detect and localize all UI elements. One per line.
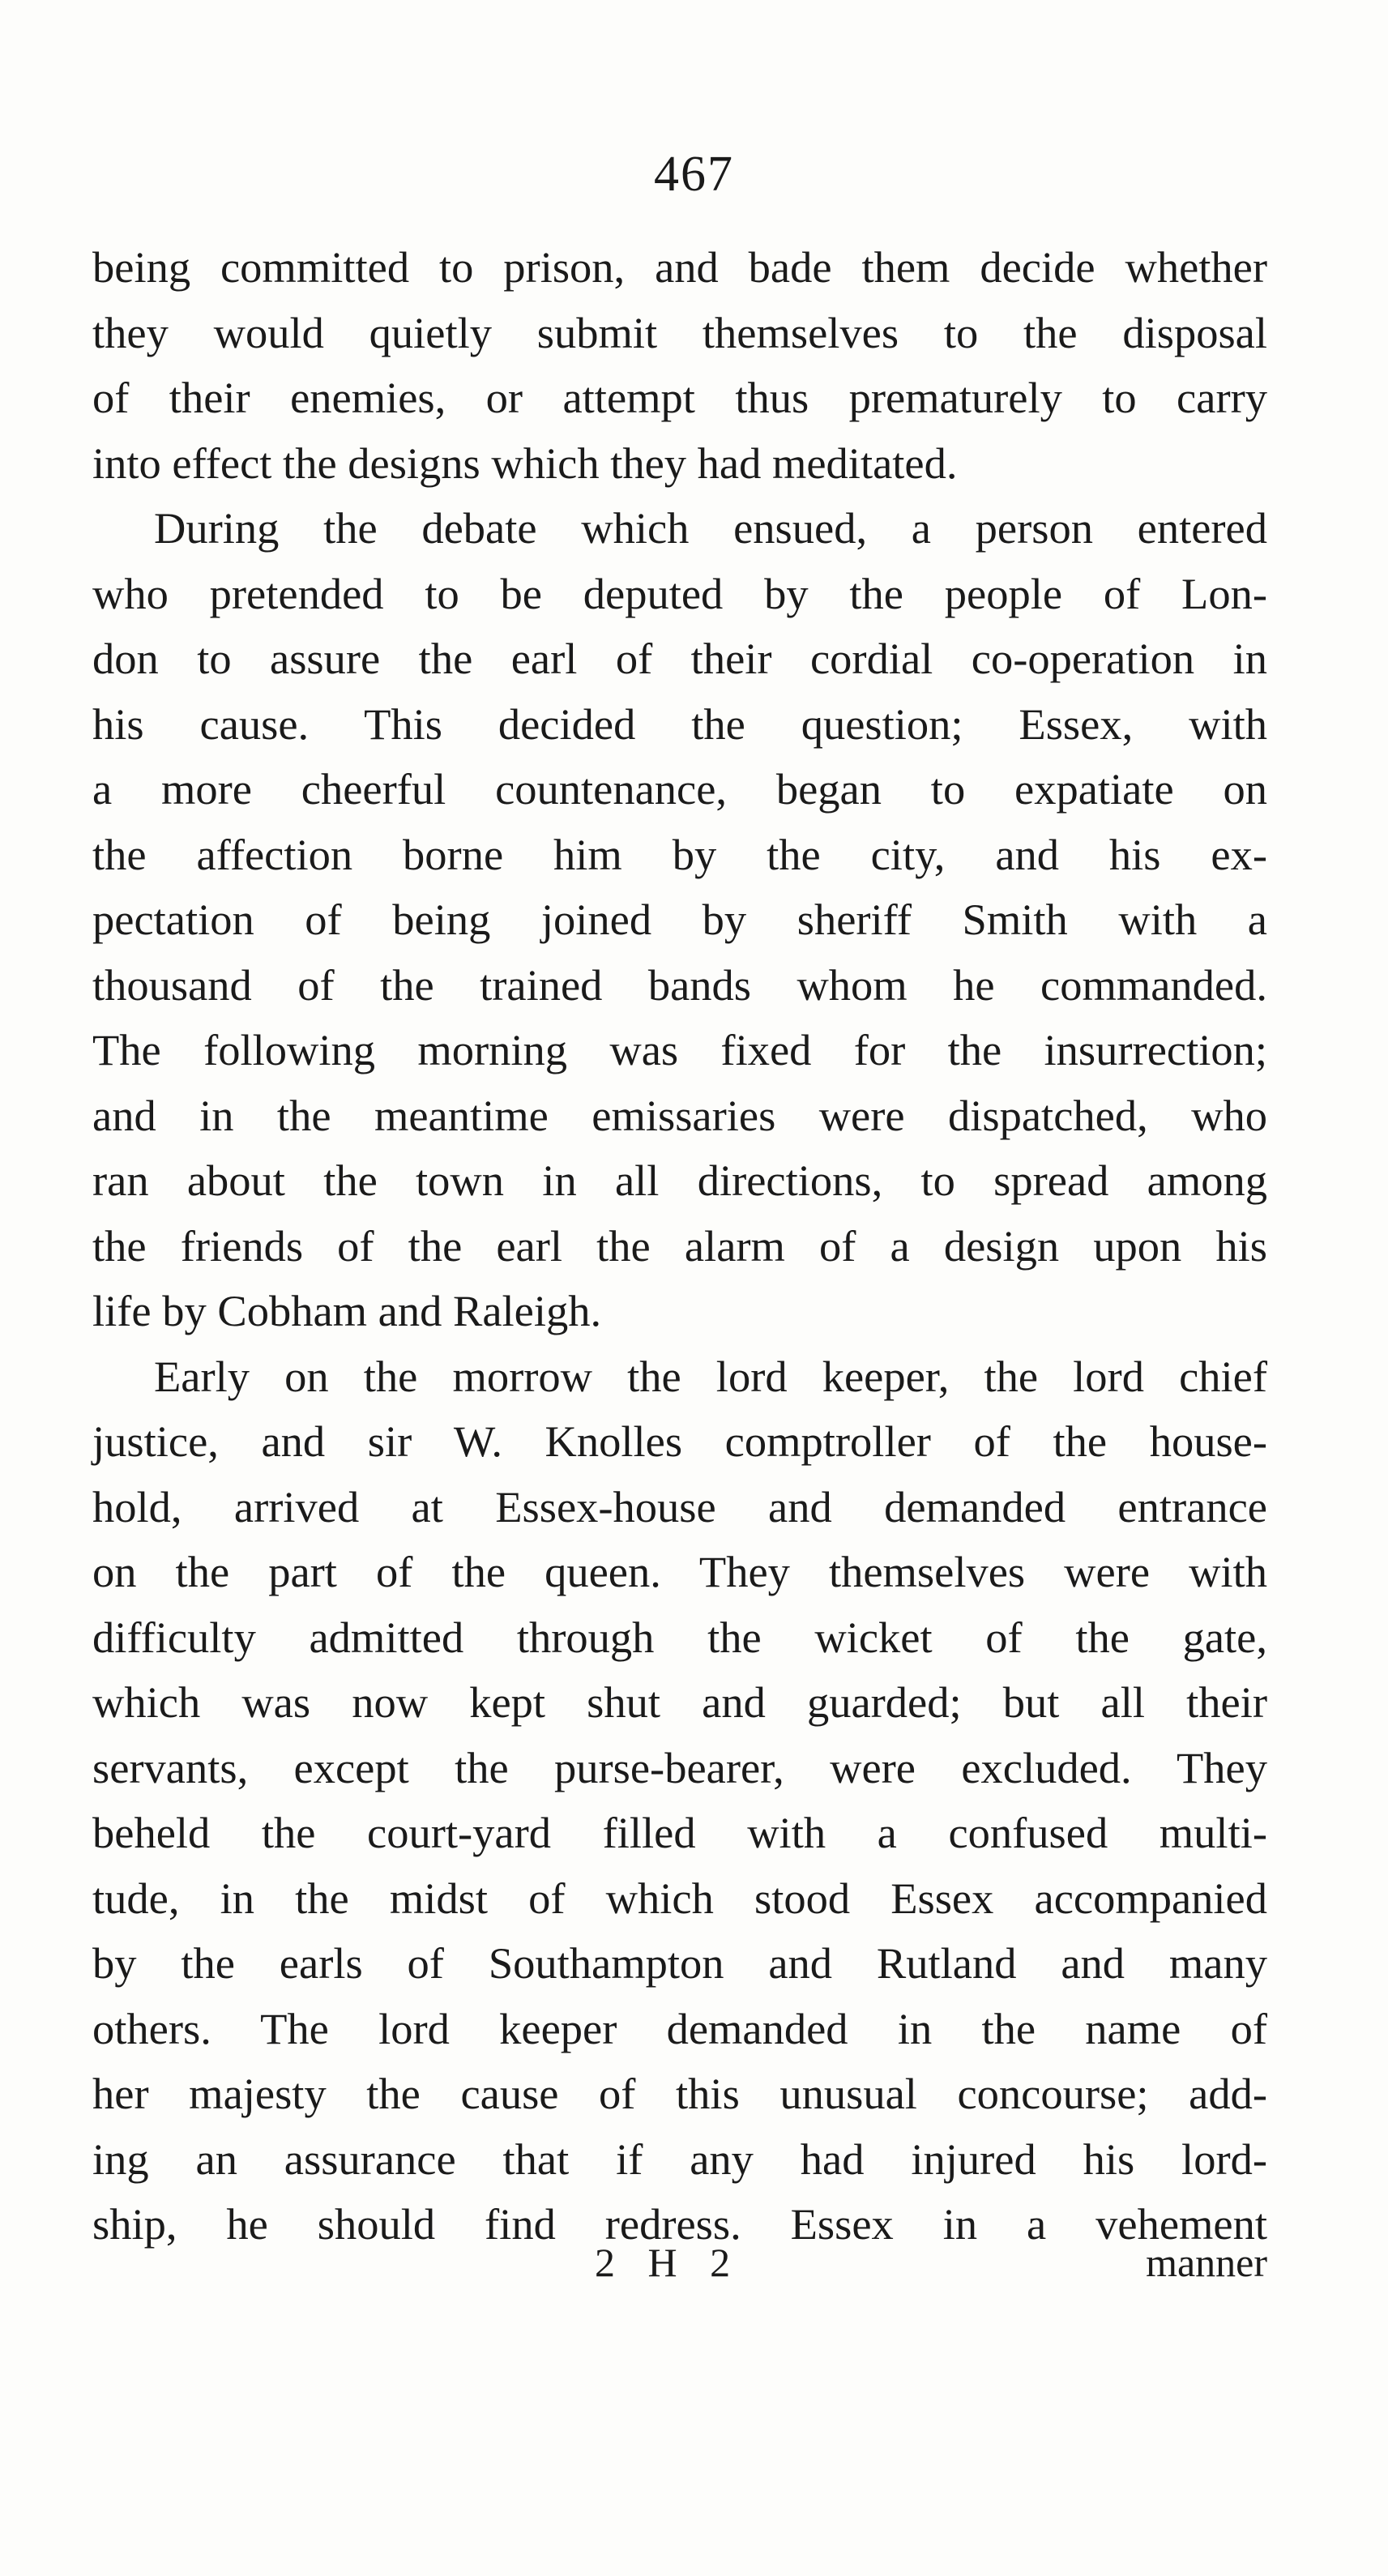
text-line: justice, and sir W. Knolles comptroller of the house- — [92, 1416, 1267, 1466]
text-line: on the part of the queen. They themselves were with — [92, 1547, 1267, 1596]
text-line: tude, in the midst of which stood Essex accompanied — [92, 1873, 1267, 1923]
catchword: manner — [1146, 2240, 1267, 2285]
text-line: pectation of being joined by sheriff Smith with a — [92, 895, 1267, 944]
paragraph-start-line: During the debate which ensued, a person entered — [154, 503, 1267, 553]
text-line: hold, arrived at Essex-house and demanded entrance — [92, 1481, 1267, 1532]
text-line: which was now kept shut and guarded; but all their — [92, 1677, 1267, 1727]
text-line: by the earls of Southampton and Rutland and many — [92, 1938, 1267, 1988]
text-line: being committed to prison, and bade them decide whether — [92, 242, 1267, 292]
text-line: life by Cobham and Raleigh. — [92, 1286, 602, 1335]
text-line: ship, he should find redress. Essex in a vehement — [92, 2199, 1267, 2249]
page-footer — [92, 2230, 1267, 2295]
text-line: don to assure the earl of their cordial co-operation in — [92, 634, 1267, 683]
text-line: others. The lord keeper demanded in the name of — [92, 2003, 1267, 2053]
text-line: his cause. This decided the question; Essex, with — [92, 698, 1267, 749]
signature-mark: 2 H 2 — [595, 2240, 742, 2285]
page-number: 467 — [654, 147, 734, 202]
text-line: thousand of the trained bands whom he commanded. — [92, 959, 1267, 1010]
text-line: they would quietly submit themselves to the disposal — [92, 307, 1267, 357]
text-line: of their enemies, or attempt thus prematurely to carry — [92, 373, 1267, 422]
text-line: a more cheerful countenance, began to expatiate on — [92, 764, 1267, 814]
body-text — [92, 235, 1267, 2258]
text-line: the friends of the earl the alarm of a design upon his — [92, 1220, 1267, 1271]
paragraph-start-line: Early on the morrow the lord keeper, the lord chief — [154, 1351, 1267, 1401]
text-line: servants, except the purse-bearer, were excluded. They — [92, 1742, 1267, 1792]
text-line: who pretended to be deputed by the people of Lon- — [92, 568, 1267, 618]
text-line: and in the meantime emissaries were dispatched, who — [92, 1090, 1267, 1140]
text-line: difficulty admitted through the wicket of the gate, — [92, 1612, 1267, 1662]
text-line: the affection borne him by the city, and his ex- — [92, 829, 1267, 879]
text-line: her majesty the cause of this unusual concourse; add- — [92, 2069, 1267, 2118]
text-line: ing an assurance that if any had injured his lord- — [92, 2134, 1267, 2184]
text-line: beheld the court-yard filled with a confused multi- — [92, 1808, 1267, 1857]
text-line: The following morning was fixed for the insurrection; — [92, 1025, 1267, 1074]
text-line: into effect the designs which they had meditated. — [92, 438, 958, 488]
text-line: ran about the town in all directions, to spread among — [92, 1156, 1267, 1205]
